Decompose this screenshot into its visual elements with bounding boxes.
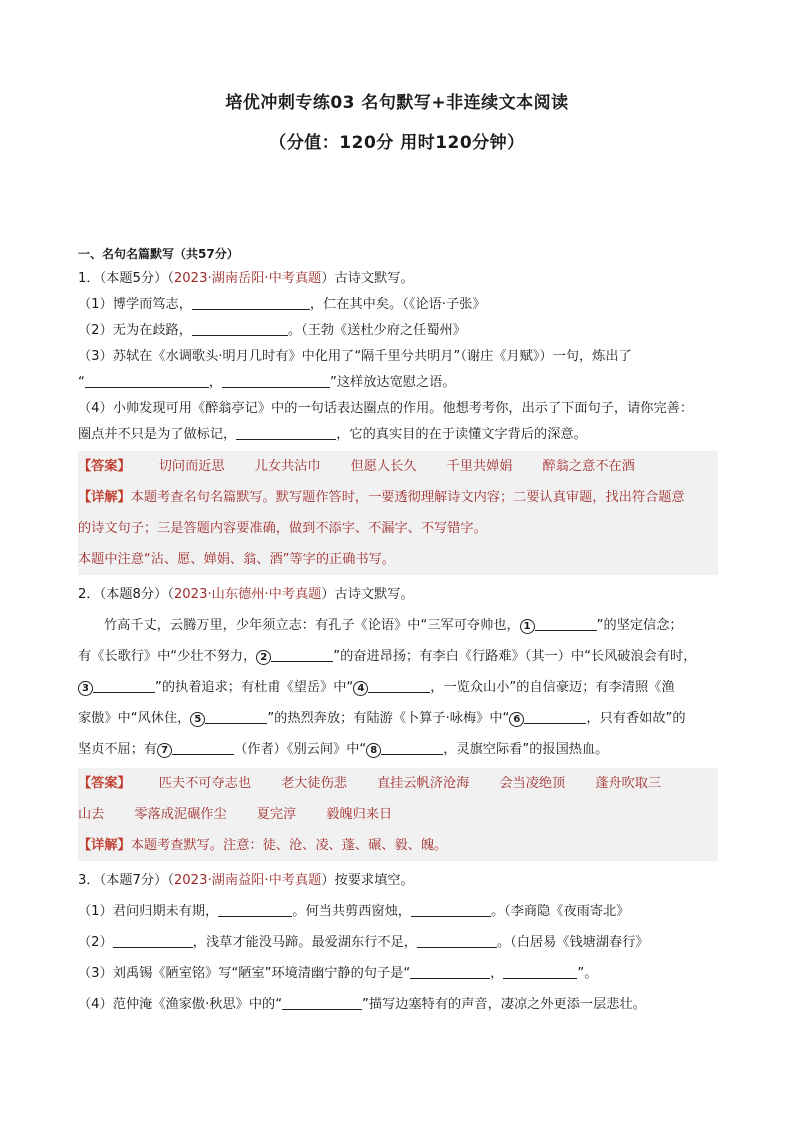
q1-part4: （4）小帅发现可用《醉翁亭记》中的一句话表达圈点的作用。他想考考你，出示了下面句子，请你完善：: [78, 401, 694, 416]
circled-number-1: 1: [520, 619, 535, 634]
answer-tag: 【答案】: [78, 776, 131, 791]
q1-answer-line: 【答案】 切问而近思 儿女共沾巾 但愿人长久 千里共婵娟 醉翁之意不在酒: [78, 459, 635, 474]
answer-blank: [192, 292, 310, 310]
q2-passage-line: 有《长歌行》中“少壮不努力， 2 ”的奋进昂扬；有李白《行路难》（其一）中“长风破浪会有时，: [78, 641, 718, 672]
circled-number-8: 8: [366, 743, 381, 758]
answer-blank: [218, 899, 292, 917]
answer-blank: [271, 644, 333, 662]
q2-passage-line: 家傲》中“风休住， 5 ”的热烈奔放；有陆游《卜算子·咏梅》中“ 6 ，只有香如故”的: [78, 703, 718, 734]
q2-source[interactable]: 2023·山东德州·中考真题: [173, 587, 322, 602]
page-title: 培优冲刺专练03 名句默写+非连续文本阅读: [225, 93, 569, 113]
q1-answer-block: [78, 451, 718, 575]
q1-part1: （1）博学而笃志， ，仁在其中矣。（《论语·子张》: [78, 292, 718, 318]
q3-part1: （1）君问归期未有期， 。何当共剪西窗烛， 。（李商隐《夜雨寄北》: [78, 896, 718, 927]
answer-blank: [236, 422, 336, 440]
answer-blank: [417, 930, 497, 948]
answer-tag: 【答案】: [78, 459, 131, 474]
q1-source[interactable]: 2023·湖南岳阳·中考真题: [173, 271, 322, 286]
q2-answer-line: 【答案】 匹夫不可夺志也 老大徒伤悲 直挂云帆济沧海 会当凌绝顶 蓬舟吹取三: [78, 776, 662, 791]
q3-source[interactable]: 2023·湖南益阳·中考真题: [173, 873, 322, 888]
q3-header: 3．（本题7分）（2023·湖南益阳·中考真题）按要求填空。: [78, 873, 414, 888]
q1-part3: （3）苏轼在《水调歌头·明月几时有》中化用了“隔千里兮共明月”（谢庄《月赋》）一句，炼出了: [78, 349, 632, 364]
section-heading: 一、名句名篇默写（共57分）: [78, 247, 239, 261]
answer-blank: [368, 675, 430, 693]
q2-passage-line: 3 ”的执着追求；有杜甫《望岳》中“ 4 ，一览众山小”的自信豪迈；有李清照《渔: [78, 672, 718, 703]
q1-detail-line: 的诗文句子；三是答题内容要准确，做到不添字、不漏字、不写错字。: [78, 521, 487, 536]
q2-detail-line: 【详解】本题考查默写。注意：徒、沧、凌、蓬、碾、毅、魄。: [78, 838, 448, 853]
q1-detail-line: 【详解】本题考查名句名篇默写。默写题作答时，一要透彻理解诗文内容；二要认真审题，找出符合题意: [78, 490, 685, 505]
content: [78, 242, 718, 1020]
answer-blank: [205, 706, 267, 724]
answer-blank: [503, 961, 577, 979]
answer-blank: [535, 613, 597, 631]
answer-blank: [222, 370, 330, 388]
circled-number-4: 4: [353, 681, 368, 696]
q1-header: 1．（本题5分）（2023·湖南岳阳·中考真题）古诗文默写。: [78, 271, 414, 286]
circled-number-2: 2: [256, 650, 271, 665]
answer-blank: [93, 675, 155, 693]
q1-part3-cont: “ ， ”这样放达宽慰之语。: [78, 370, 718, 396]
answer-blank: [524, 706, 586, 724]
circled-number-6: 6: [509, 712, 524, 727]
answer-blank: [85, 370, 209, 388]
answer-blank: [410, 961, 490, 979]
answer-blank: [411, 899, 491, 917]
q1-part4-cont: 圈点并不只是为了做标记， ，它的真实目的在于读懂文字背后的深意。: [78, 422, 718, 448]
page-subtitle: （分值：120分 用时120分钟）: [269, 133, 525, 153]
circled-number-3: 3: [78, 681, 93, 696]
detail-tag: 【详解】: [78, 838, 131, 853]
circled-number-5: 5: [190, 712, 205, 727]
q3-part4: （4）范仲淹《渔家傲·秋思》中的“ ”描写边塞特有的声音，凄凉之外更添一层悲壮。: [78, 989, 718, 1020]
q1-detail-line: 本题中注意“沾、愿、婵娟、翁、酒”等字的正确书写。: [78, 552, 395, 567]
answer-blank: [381, 737, 443, 755]
q1-part2: （2）无为在歧路， 。（王勃《送杜少府之任蜀州》: [78, 318, 718, 344]
q2-answer-block: [78, 768, 718, 861]
answer-blank: [282, 992, 362, 1010]
answer-blank: [172, 737, 234, 755]
circled-number-7: 7: [157, 743, 172, 758]
detail-tag: 【详解】: [78, 490, 131, 505]
q2-header: 2．（本题8分）（2023·山东德州·中考真题）古诗文默写。: [78, 587, 414, 602]
q2-passage-line: 竹高千丈，云腾万里，少年须立志：有孔子《论语》中“三军可夺帅也， 1 ”的坚定信念；: [78, 610, 718, 641]
answer-blank: [192, 318, 288, 336]
q2-passage-line: 坚贞不屈；有 7 （作者）《别云间》中“ 8 ，灵旗空际看”的报国热血。: [78, 734, 718, 765]
q3-part3: （3）刘禹锡《陋室铭》写“陋室”环境清幽宁静的句子是“ ， ”。: [78, 958, 718, 989]
q3-part2: （2） ，浅草才能没马蹄。最爱湖东行不足， 。（白居易《钱塘湖春行》: [78, 927, 718, 958]
answer-blank: [113, 930, 193, 948]
q2-answer-line: 山去 零落成泥碾作尘 夏完淳 毅魄归来日: [78, 807, 393, 822]
